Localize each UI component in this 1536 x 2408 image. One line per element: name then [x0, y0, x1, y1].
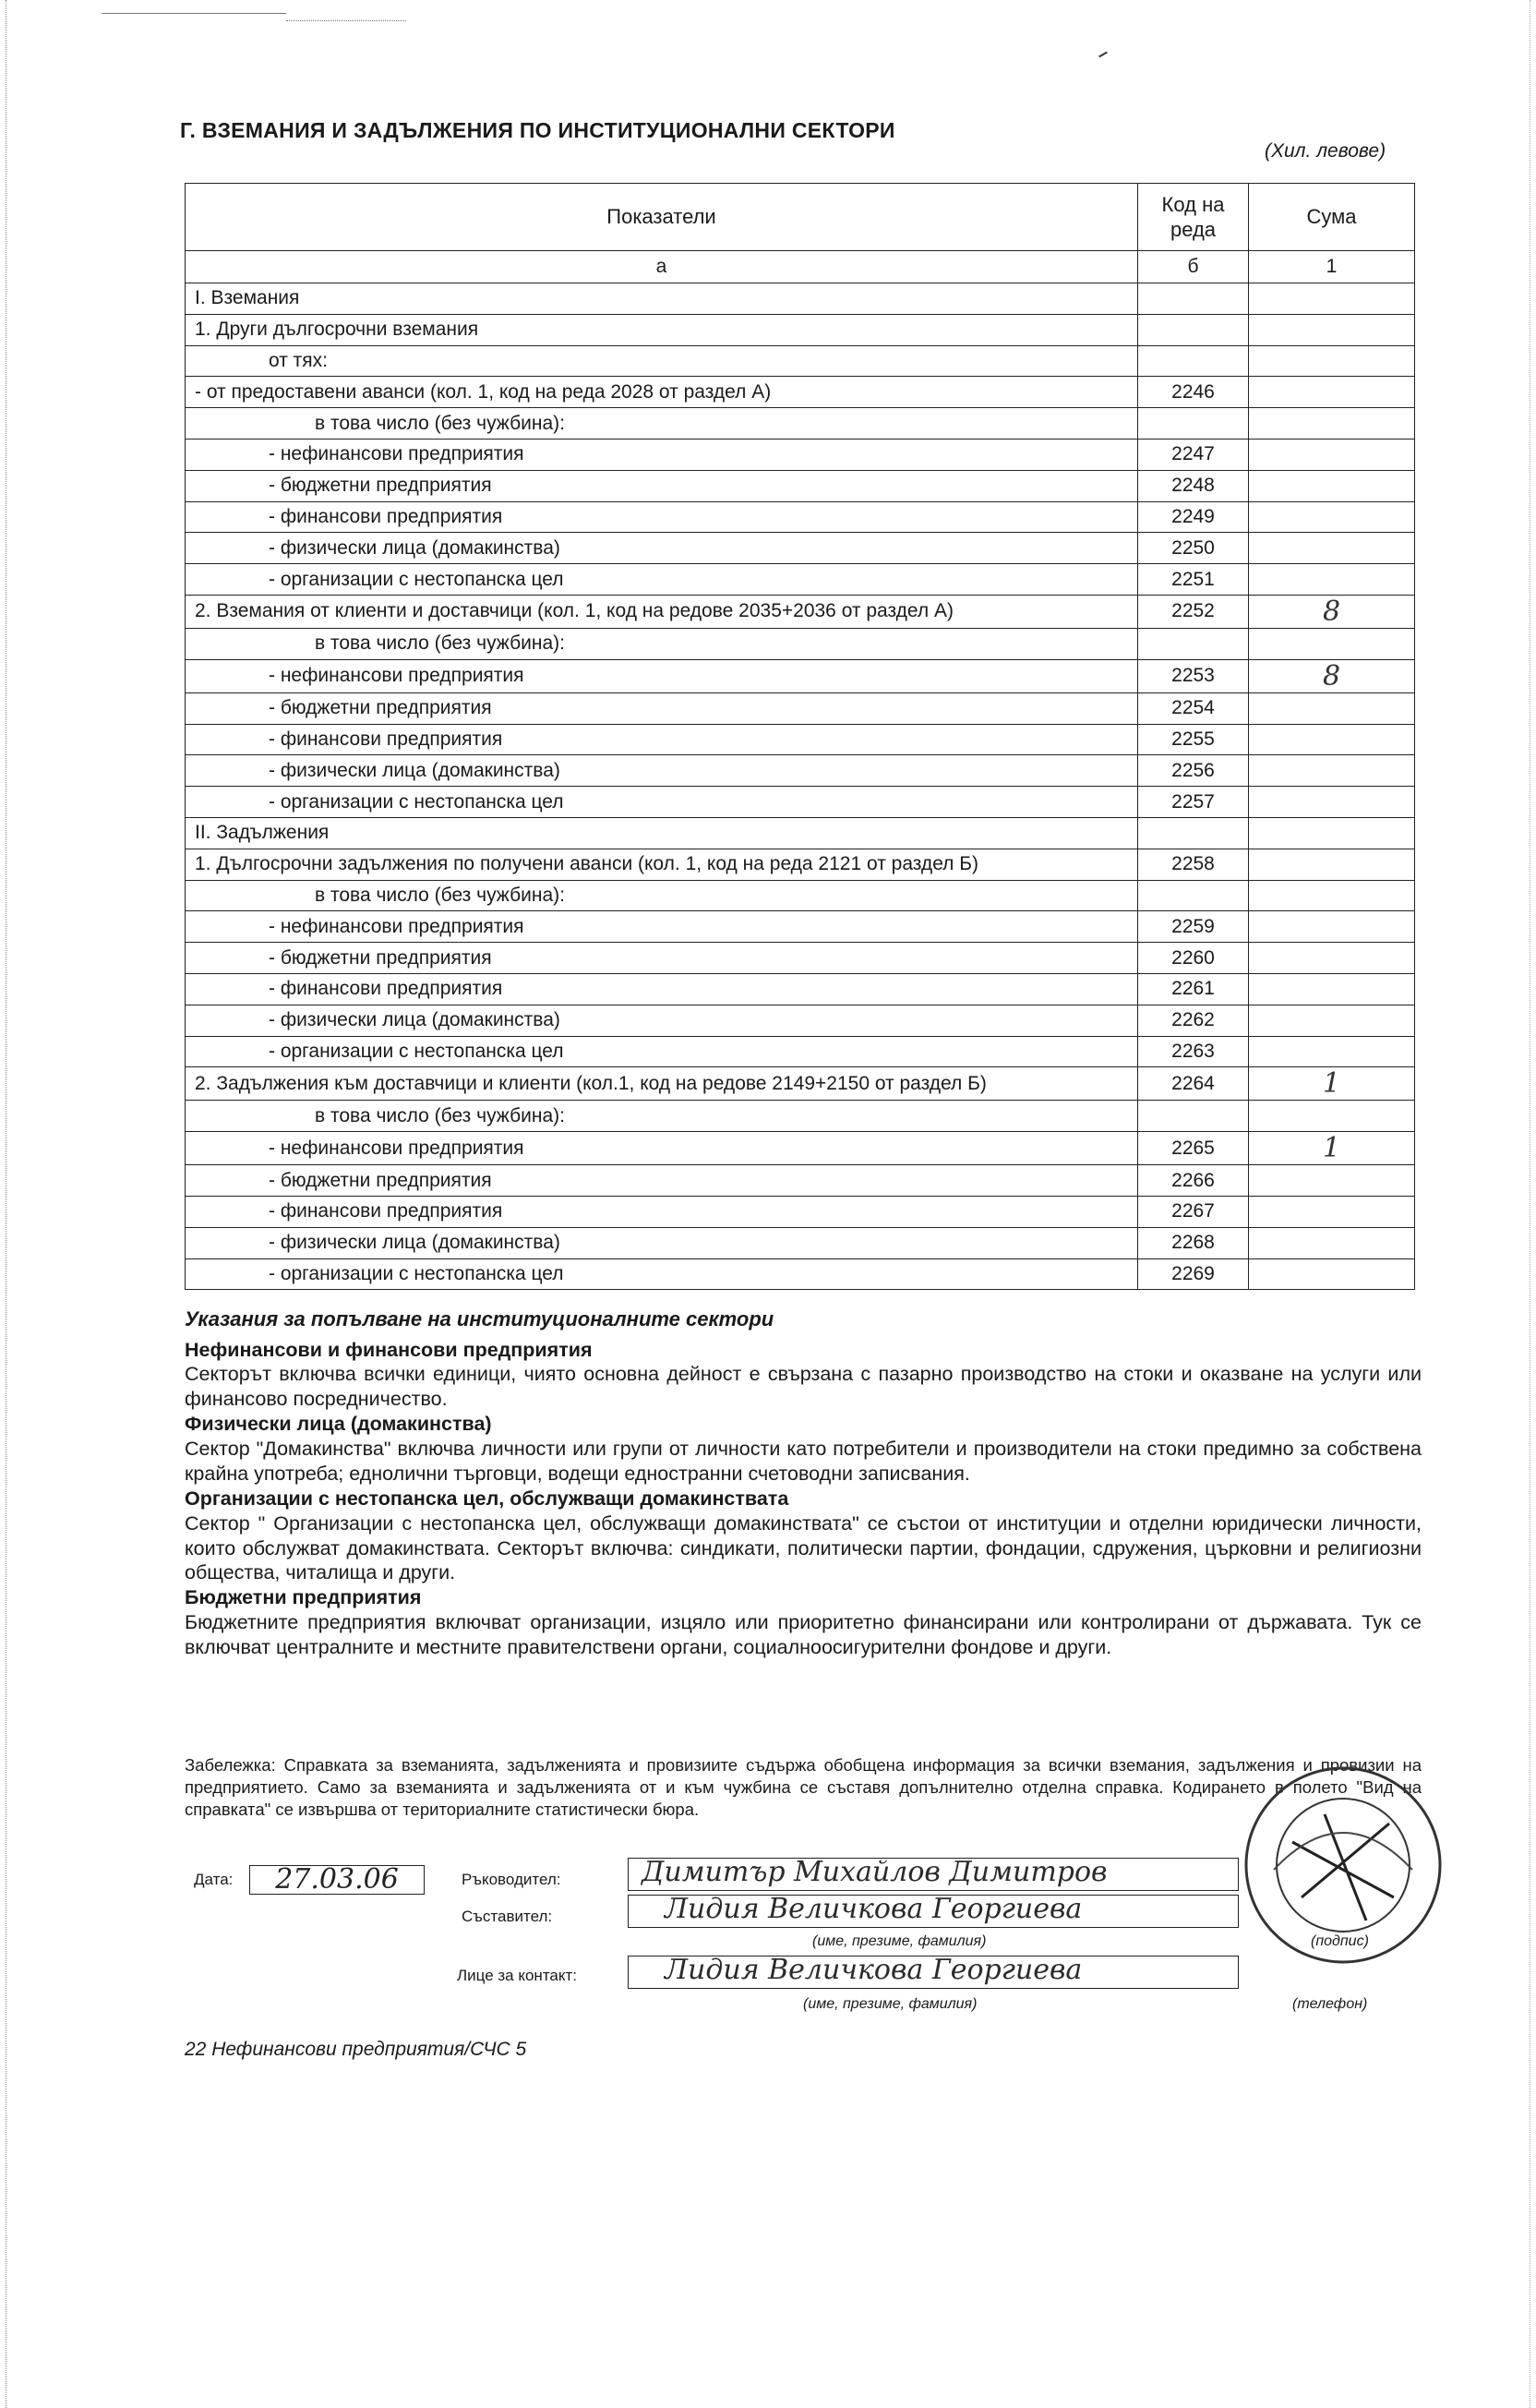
row-label: - организации с нестопанска цел [186, 564, 1138, 596]
row-amount-field[interactable] [1249, 533, 1415, 564]
instruction-subheading: Нефинансови и финансови предприятия [185, 1338, 593, 1361]
row-amount-field[interactable] [1249, 755, 1415, 787]
row-label: в това число (без чужбина): [186, 1101, 1138, 1132]
table-row [186, 911, 1415, 943]
row-label: І. Вземания [186, 283, 1138, 315]
row-label: - нефинансови предприятия [186, 659, 1138, 692]
instruction-text: Секторът включва всички единици, чиято основна дейност е свързана с пазарно производство на стоки и оказване на услуги или финансово посредничество. [185, 1363, 1422, 1411]
row-amount-field[interactable]: 8 [1249, 595, 1415, 628]
instruction-text: Бюджетните предприятия включват организации, изцяло или приоритетно финансирани или контролирани от държавата. Тук се включват централните и местните правителствени органи, социалноосигурителни фондове и други. [185, 1611, 1422, 1658]
row-amount-field[interactable] [1249, 1005, 1415, 1036]
row-code: 2259 [1138, 911, 1249, 943]
row-label: от тях: [186, 345, 1138, 377]
table-row [186, 973, 1415, 1005]
row-amount-field[interactable] [1249, 943, 1415, 974]
row-label: 2. Вземания от клиенти и доставчици (кол. 1, код на редове 2035+2036 от раздел А) [186, 595, 1138, 628]
row-code [1138, 1101, 1249, 1132]
row-code: 2261 [1138, 973, 1249, 1005]
row-code: 2253 [1138, 659, 1249, 692]
table-row [186, 408, 1415, 439]
row-label: - организации с нестопанска цел [186, 1036, 1138, 1067]
caption-phone: (телефон) [1292, 1996, 1368, 2012]
row-label: - финансови предприятия [186, 724, 1138, 755]
row-code: 2255 [1138, 724, 1249, 755]
row-amount-field[interactable] [1249, 439, 1415, 470]
row-code: 2264 [1138, 1067, 1249, 1101]
table-row [186, 564, 1415, 596]
row-amount-field[interactable] [1249, 501, 1415, 533]
row-label: - физически лица (домакинства) [186, 1005, 1138, 1036]
row-amount-field[interactable] [1249, 314, 1415, 345]
row-label: - финансови предприятия [186, 501, 1138, 533]
instruction-subheading: Бюджетни предприятия [185, 1586, 422, 1609]
table-row [186, 692, 1415, 724]
row-label: - нефинансови предприятия [186, 439, 1138, 470]
table-row [186, 659, 1415, 692]
row-label: - нефинансови предприятия [186, 911, 1138, 943]
page-footer: 22 Нефинансови предприятия/СЧС 5 [185, 2039, 527, 2060]
header-indicator: Показатели [186, 184, 1138, 251]
pen-tick-mark [1098, 52, 1108, 58]
row-amount-field[interactable] [1249, 1258, 1415, 1290]
row-code [1138, 880, 1249, 911]
row-amount-field[interactable] [1249, 1101, 1415, 1132]
row-amount-field[interactable] [1249, 692, 1415, 724]
row-amount-field[interactable] [1249, 470, 1415, 501]
instruction-subheading: Организации с нестопанска цел, обслужващи домакинствата [185, 1487, 789, 1510]
row-amount-field[interactable] [1249, 787, 1415, 818]
row-label: 1. Дългосрочни задължения по получени аванси (кол. 1, код на реда 2121 от раздел Б) [186, 849, 1138, 880]
row-label: 1. Други дългосрочни вземания [186, 314, 1138, 345]
row-amount-field[interactable] [1249, 1165, 1415, 1197]
row-label: в това число (без чужбина): [186, 880, 1138, 911]
header-code: Код на реда [1138, 184, 1249, 251]
table-row [186, 1036, 1415, 1067]
row-code [1138, 817, 1249, 849]
row-amount-field[interactable] [1249, 377, 1415, 408]
table-row [186, 1132, 1415, 1165]
row-label: - нефинансови предприятия [186, 1132, 1138, 1165]
row-label: - организации с нестопанска цел [186, 1258, 1138, 1290]
row-code: 2262 [1138, 1005, 1249, 1036]
section-title: Г. ВЗЕМАНИЯ И ЗАДЪЛЖЕНИЯ ПО ИНСТИТУЦИОНАЛНИ СЕКТОРИ [180, 118, 895, 142]
row-label: - физически лица (домакинства) [186, 755, 1138, 787]
top-scan-line [102, 13, 286, 14]
row-amount-field[interactable]: 8 [1249, 659, 1415, 692]
table-row [186, 1227, 1415, 1258]
row-code: 2258 [1138, 849, 1249, 880]
table-row [186, 817, 1415, 849]
table-row [186, 377, 1415, 408]
table-row [186, 1067, 1415, 1101]
row-label: - организации с нестопанска цел [186, 787, 1138, 818]
row-code: 2268 [1138, 1227, 1249, 1258]
row-code: 2263 [1138, 1036, 1249, 1067]
table-header-row [186, 184, 1415, 251]
instruction-text: Сектор " Организации с нестопанска цел, обслужващи домакинствата" се състои от институции и отделни юридически личности, които обслужват домакинствата. Секторът включва: синдикати, политически партии, фондации, сдружения, църковни и религиозни общества, читалища и други. [185, 1511, 1422, 1584]
row-label: в това число (без чужбина): [186, 408, 1138, 439]
table-row [186, 628, 1415, 659]
row-code: 2246 [1138, 377, 1249, 408]
date-label: Дата: [194, 1871, 234, 1888]
table-row [186, 501, 1415, 533]
table-row [186, 755, 1415, 787]
row-amount-field[interactable] [1249, 849, 1415, 880]
date-field[interactable]: 27.03.06 [249, 1865, 425, 1895]
table-row [186, 1101, 1415, 1132]
row-label: в това число (без чужбина): [186, 628, 1138, 659]
row-amount-field[interactable] [1249, 973, 1415, 1005]
footnote-text: Забележка: Справката за вземанията, задълженията и провизиите съдържа обобщена информация за всички вземания, задължения и провизии на предприятието. Само за вземанията и задълженията от и към чужбина се съставя допълнително отделна справка. Кодирането в полето "Вид на справката" се извършва от териториалните статистически бюра. [185, 1755, 1422, 1820]
manager-handwriting: Димитър Михайлов Димитров [642, 1856, 1108, 1888]
row-code: 2247 [1138, 439, 1249, 470]
row-code: 2254 [1138, 692, 1249, 724]
scan-left-edge [0, 0, 6, 2408]
row-code: 2265 [1138, 1132, 1249, 1165]
table-row [186, 724, 1415, 755]
row-code: 2269 [1138, 1258, 1249, 1290]
row-amount-field[interactable] [1249, 1196, 1415, 1227]
table-row [186, 345, 1415, 377]
row-amount-field[interactable] [1249, 1036, 1415, 1067]
company-stamp-icon [1237, 1759, 1449, 1971]
table-subheader-row [186, 251, 1415, 283]
row-label: 2. Задължения към доставчици и клиенти (кол.1, код на редове 2149+2150 от раздел Б) [186, 1067, 1138, 1101]
row-label: - бюджетни предприятия [186, 692, 1138, 724]
row-code: 2252 [1138, 595, 1249, 628]
row-label: ІІ. Задължения [186, 817, 1138, 849]
instruction-subheading: Физически лица (домакинства) [185, 1413, 492, 1436]
row-label: - физически лица (домакинства) [186, 533, 1138, 564]
table-row [186, 1005, 1415, 1036]
row-code: 2251 [1138, 564, 1249, 596]
manager-label: Ръководител: [462, 1871, 561, 1888]
row-amount-field[interactable] [1249, 817, 1415, 849]
table-row [186, 595, 1415, 628]
caption-name: (име, презиме, фамилия) [812, 1933, 987, 1949]
row-code [1138, 408, 1249, 439]
contact-label: Лице за контакт: [457, 1967, 578, 1984]
header-amount: Сума [1249, 184, 1415, 251]
table-row [186, 1196, 1415, 1227]
row-amount-field[interactable] [1249, 1227, 1415, 1258]
table-row [186, 1165, 1415, 1197]
row-label: - финансови предприятия [186, 1196, 1138, 1227]
row-label: - бюджетни предприятия [186, 943, 1138, 974]
row-code: 2260 [1138, 943, 1249, 974]
row-code [1138, 314, 1249, 345]
scan-right-edge [1530, 0, 1536, 2408]
compiler-label: Съставител: [462, 1908, 553, 1925]
row-code: 2248 [1138, 470, 1249, 501]
table-row [186, 849, 1415, 880]
row-label: - бюджетни предприятия [186, 470, 1138, 501]
row-amount-field[interactable] [1249, 564, 1415, 596]
row-amount-field[interactable] [1249, 408, 1415, 439]
row-label: - от предоставени аванси (кол. 1, код на реда 2028 от раздел А) [186, 377, 1138, 408]
instructions-blocks [185, 1338, 1422, 1660]
row-code [1138, 628, 1249, 659]
table-row [186, 880, 1415, 911]
row-code: 2250 [1138, 533, 1249, 564]
table-body [186, 283, 1415, 1290]
row-code: 2256 [1138, 755, 1249, 787]
table-row [186, 787, 1415, 818]
row-code: 2266 [1138, 1165, 1249, 1197]
instructions-heading: Указания за попълване на институционалните сектори [185, 1307, 774, 1330]
subheader-code: б [1138, 251, 1249, 283]
caption-sign: (подпис) [1311, 1933, 1369, 1949]
table-row [186, 314, 1415, 345]
table-row [186, 283, 1415, 315]
row-amount-field[interactable]: 1 [1249, 1067, 1415, 1101]
row-code: 2249 [1138, 501, 1249, 533]
row-amount-field[interactable] [1249, 880, 1415, 911]
top-scan-line-dotted [286, 20, 406, 21]
caption-name-2: (име, презиме, фамилия) [803, 1996, 978, 2012]
row-amount-field[interactable]: 1 [1249, 1132, 1415, 1165]
compiler-handwriting: Лидия Величкова Георгиева [665, 1893, 1083, 1925]
row-amount-field[interactable] [1249, 283, 1415, 315]
table-row [186, 1258, 1415, 1290]
instructions-section [185, 1306, 1422, 1660]
row-label: - физически лица (домакинства) [186, 1227, 1138, 1258]
contact-handwriting: Лидия Величкова Георгиева [665, 1954, 1083, 1986]
receivables-payables-table [185, 183, 1415, 1290]
table-row [186, 439, 1415, 470]
subheader-amount: 1 [1249, 251, 1415, 283]
row-label: - финансови предприятия [186, 973, 1138, 1005]
row-code [1138, 283, 1249, 315]
instruction-text: Сектор "Домакинства" включва личности или групи от личности като потребители и производители на стоки предимно за собствена крайна употреба; еднолични търговци, водещи едностранни счетоводни записвания. [185, 1438, 1422, 1485]
table-row [186, 533, 1415, 564]
subheader-indicator: а [186, 251, 1138, 283]
table-row [186, 943, 1415, 974]
table-row [186, 470, 1415, 501]
row-amount-field[interactable] [1249, 345, 1415, 377]
row-code [1138, 345, 1249, 377]
row-code: 2257 [1138, 787, 1249, 818]
row-amount-field[interactable] [1249, 628, 1415, 659]
row-amount-field[interactable] [1249, 911, 1415, 943]
row-code: 2267 [1138, 1196, 1249, 1227]
row-label: - бюджетни предприятия [186, 1165, 1138, 1197]
row-amount-field[interactable] [1249, 724, 1415, 755]
units-label: (Хил. левове) [1265, 140, 1386, 162]
